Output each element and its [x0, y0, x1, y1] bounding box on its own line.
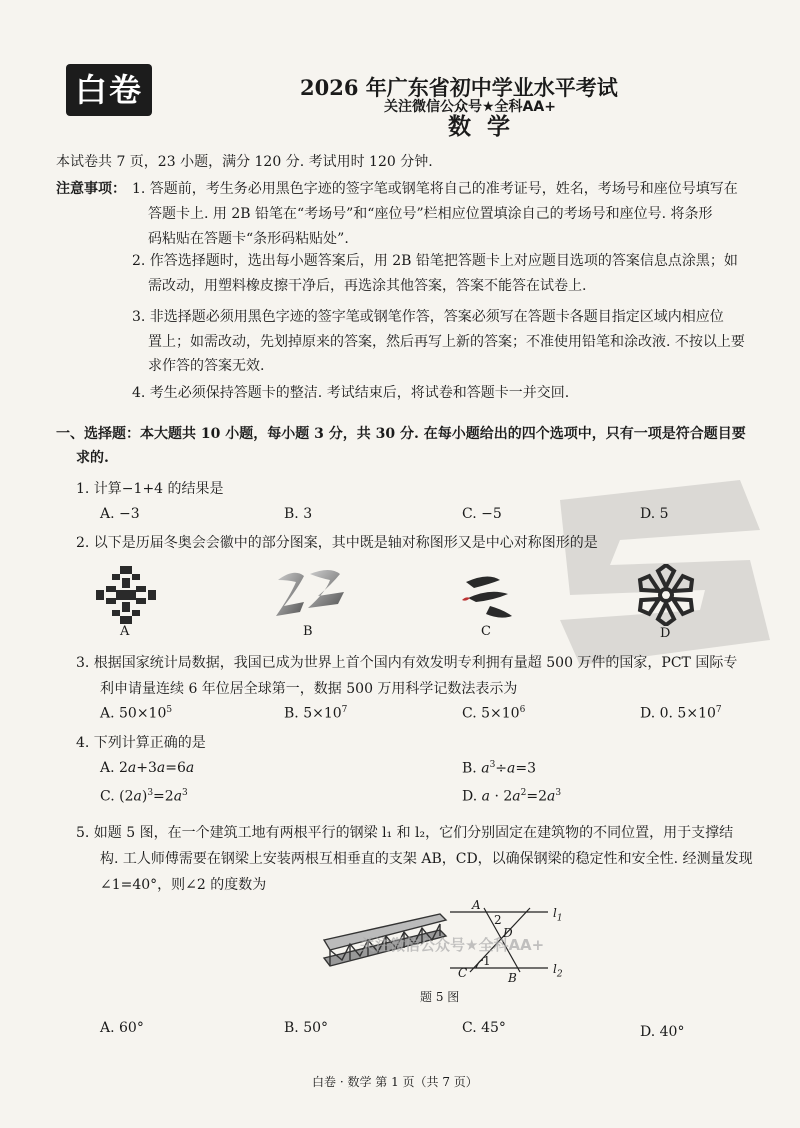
fig-label-d: D [503, 926, 513, 940]
q4-stem: 4. 下列计算正确的是 [76, 735, 206, 751]
q3-stem-line-2: 利申请量连续 6 年位居全球第一，数据 500 万用科学记数法表示为 [100, 681, 518, 697]
fig-label-2: 2 [494, 913, 502, 927]
fig-label-a: A [472, 898, 481, 912]
q2-label-a: A [120, 624, 130, 639]
q1-option-b: B. 3 [284, 506, 313, 522]
emblem-d-icon [634, 564, 698, 626]
q2-label-b: B [303, 624, 313, 639]
note-line-4: 2. 作答选择题时，选出每小题答案后，用 2B 铅笔把答题卡上对应题目选项的答案信息点涂黑；如 [132, 253, 738, 269]
q4-option-c: C. $(2a)^3=2a^3$ [100, 788, 188, 805]
emblem-a-icon [96, 566, 156, 624]
q1-option-d: D. 5 [640, 506, 669, 522]
q5-stem-line-3: ∠1=40°，则∠2 的度数为 [100, 877, 267, 893]
emblem-c-icon [460, 572, 516, 622]
q3-option-b: B. $5\times 10^7$ [284, 705, 348, 722]
subject-title: 数学 [448, 113, 526, 140]
q5-figure-caption: 题 5 图 [420, 990, 460, 1004]
q1-option-c: C. −5 [462, 506, 502, 522]
note-line-7: 置上；如需改动，先划掉原来的答案，然后再写上新的答案；不准使用铅笔和涂改液. 不按以上要 [148, 334, 745, 350]
q5-option-a: A. 60° [100, 1020, 144, 1036]
fig-label-l2: $l_2$ [553, 962, 563, 980]
q3-stem-line-1: 3. 根据国家统计局数据，我国已成为世界上首个国内有效发明专利拥有量超 500 万件的国家，PCT 国际专 [76, 655, 738, 671]
exam-title: 2026 年广东省初中学业水平考试 [300, 75, 618, 100]
note-line-1: 1. 答题前，考生务必用黑色字迹的签字笔或钢笔将自己的准考证号，姓名，考场号和座位号填写在 [132, 181, 738, 197]
note-line-9: 4. 考生必须保持答题卡的整洁. 考试结束后，将试卷和答题卡一并交回. [132, 385, 570, 401]
q2-label-c: C [481, 624, 491, 639]
q5-option-d: D. 40° [640, 1024, 685, 1040]
q4-option-b: B. $a^3\div a=3$ [462, 760, 537, 777]
q4-option-a: A. 2a+3a=6a [100, 760, 195, 776]
section-1-heading-cont: 求的. [76, 450, 109, 466]
q2-label-d: D [660, 626, 671, 641]
note-line-5: 需改动，用塑料橡皮擦干净后，再选涂其他答案，答案不能答在试卷上. [148, 278, 587, 294]
q5-stem-line-2: 构. 工人师傅需要在钢梁上安装两根互相垂直的支架 AB，CD，以确保钢梁的稳定性和安全性. 经测量发现 [100, 851, 753, 867]
q5-stem-line-1: 5. 如题 5 图，在一个建筑工地有两根平行的钢梁 l₁ 和 l₂，它们分别固定在建筑物的不同位置，用于支撑结 [76, 825, 734, 841]
q5-option-b: B. 50° [284, 1020, 329, 1036]
q3-option-c: C. $5\times 10^6$ [462, 705, 526, 722]
section-1-heading: 一、选择题：本大题共 10 小题，每小题 3 分，共 30 分. 在每小题给出的四个选项中，只有一项是符合题目要 [56, 426, 746, 442]
fig-label-b: B [508, 971, 517, 985]
note-line-2: 答题卡上. 用 2B 铅笔在“考场号”和“座位号”栏相应位置填涂自己的考场号和座位号. 将条形 [148, 206, 713, 222]
fig-label-l1: $l_1$ [553, 906, 563, 924]
notes-label: 注意事项： [56, 181, 126, 197]
note-line-6: 3. 非选择题必须用黑色字迹的签字笔或钢笔作答，答案必须写在答题卡各题目指定区域内相应位 [132, 309, 724, 325]
q3-option-a: A. $50\times 10^5$ [100, 705, 173, 722]
q4-option-d: D. $a \cdot 2a^2=2a^3$ [462, 788, 562, 805]
fig-label-1: 1 [483, 954, 491, 968]
q1-stem: 1. 计算−1+4 的结果是 [76, 481, 224, 497]
q2-stem: 2. 以下是历届冬奥会会徽中的部分图案，其中既是轴对称图形又是中心对称图形的是 [76, 535, 598, 551]
note-line-8: 求作答的答案无效. [148, 358, 265, 374]
q3-option-d: D. 0. $5\times 10^7$ [640, 705, 722, 722]
white-paper-badge: 白卷 [66, 64, 152, 116]
emblem-b-icon [274, 566, 348, 626]
q1-option-a: A. −3 [100, 506, 140, 522]
note-line-3: 码粘贴在答题卡“条形码粘贴处”. [148, 231, 349, 247]
watermark-top: 关注微信公众号★全科AA+ [384, 99, 556, 115]
intro-text: 本试卷共 7 页，23 小题，满分 120 分. 考试用时 120 分钟. [56, 154, 433, 170]
page-footer: 白卷 · 数学 第 1 页（共 7 页） [312, 1075, 478, 1089]
watermark-center: 关注微信公众号★全科AA+ [360, 936, 545, 954]
fig-label-c: C [458, 966, 468, 980]
q5-option-c: C. 45° [462, 1020, 506, 1036]
